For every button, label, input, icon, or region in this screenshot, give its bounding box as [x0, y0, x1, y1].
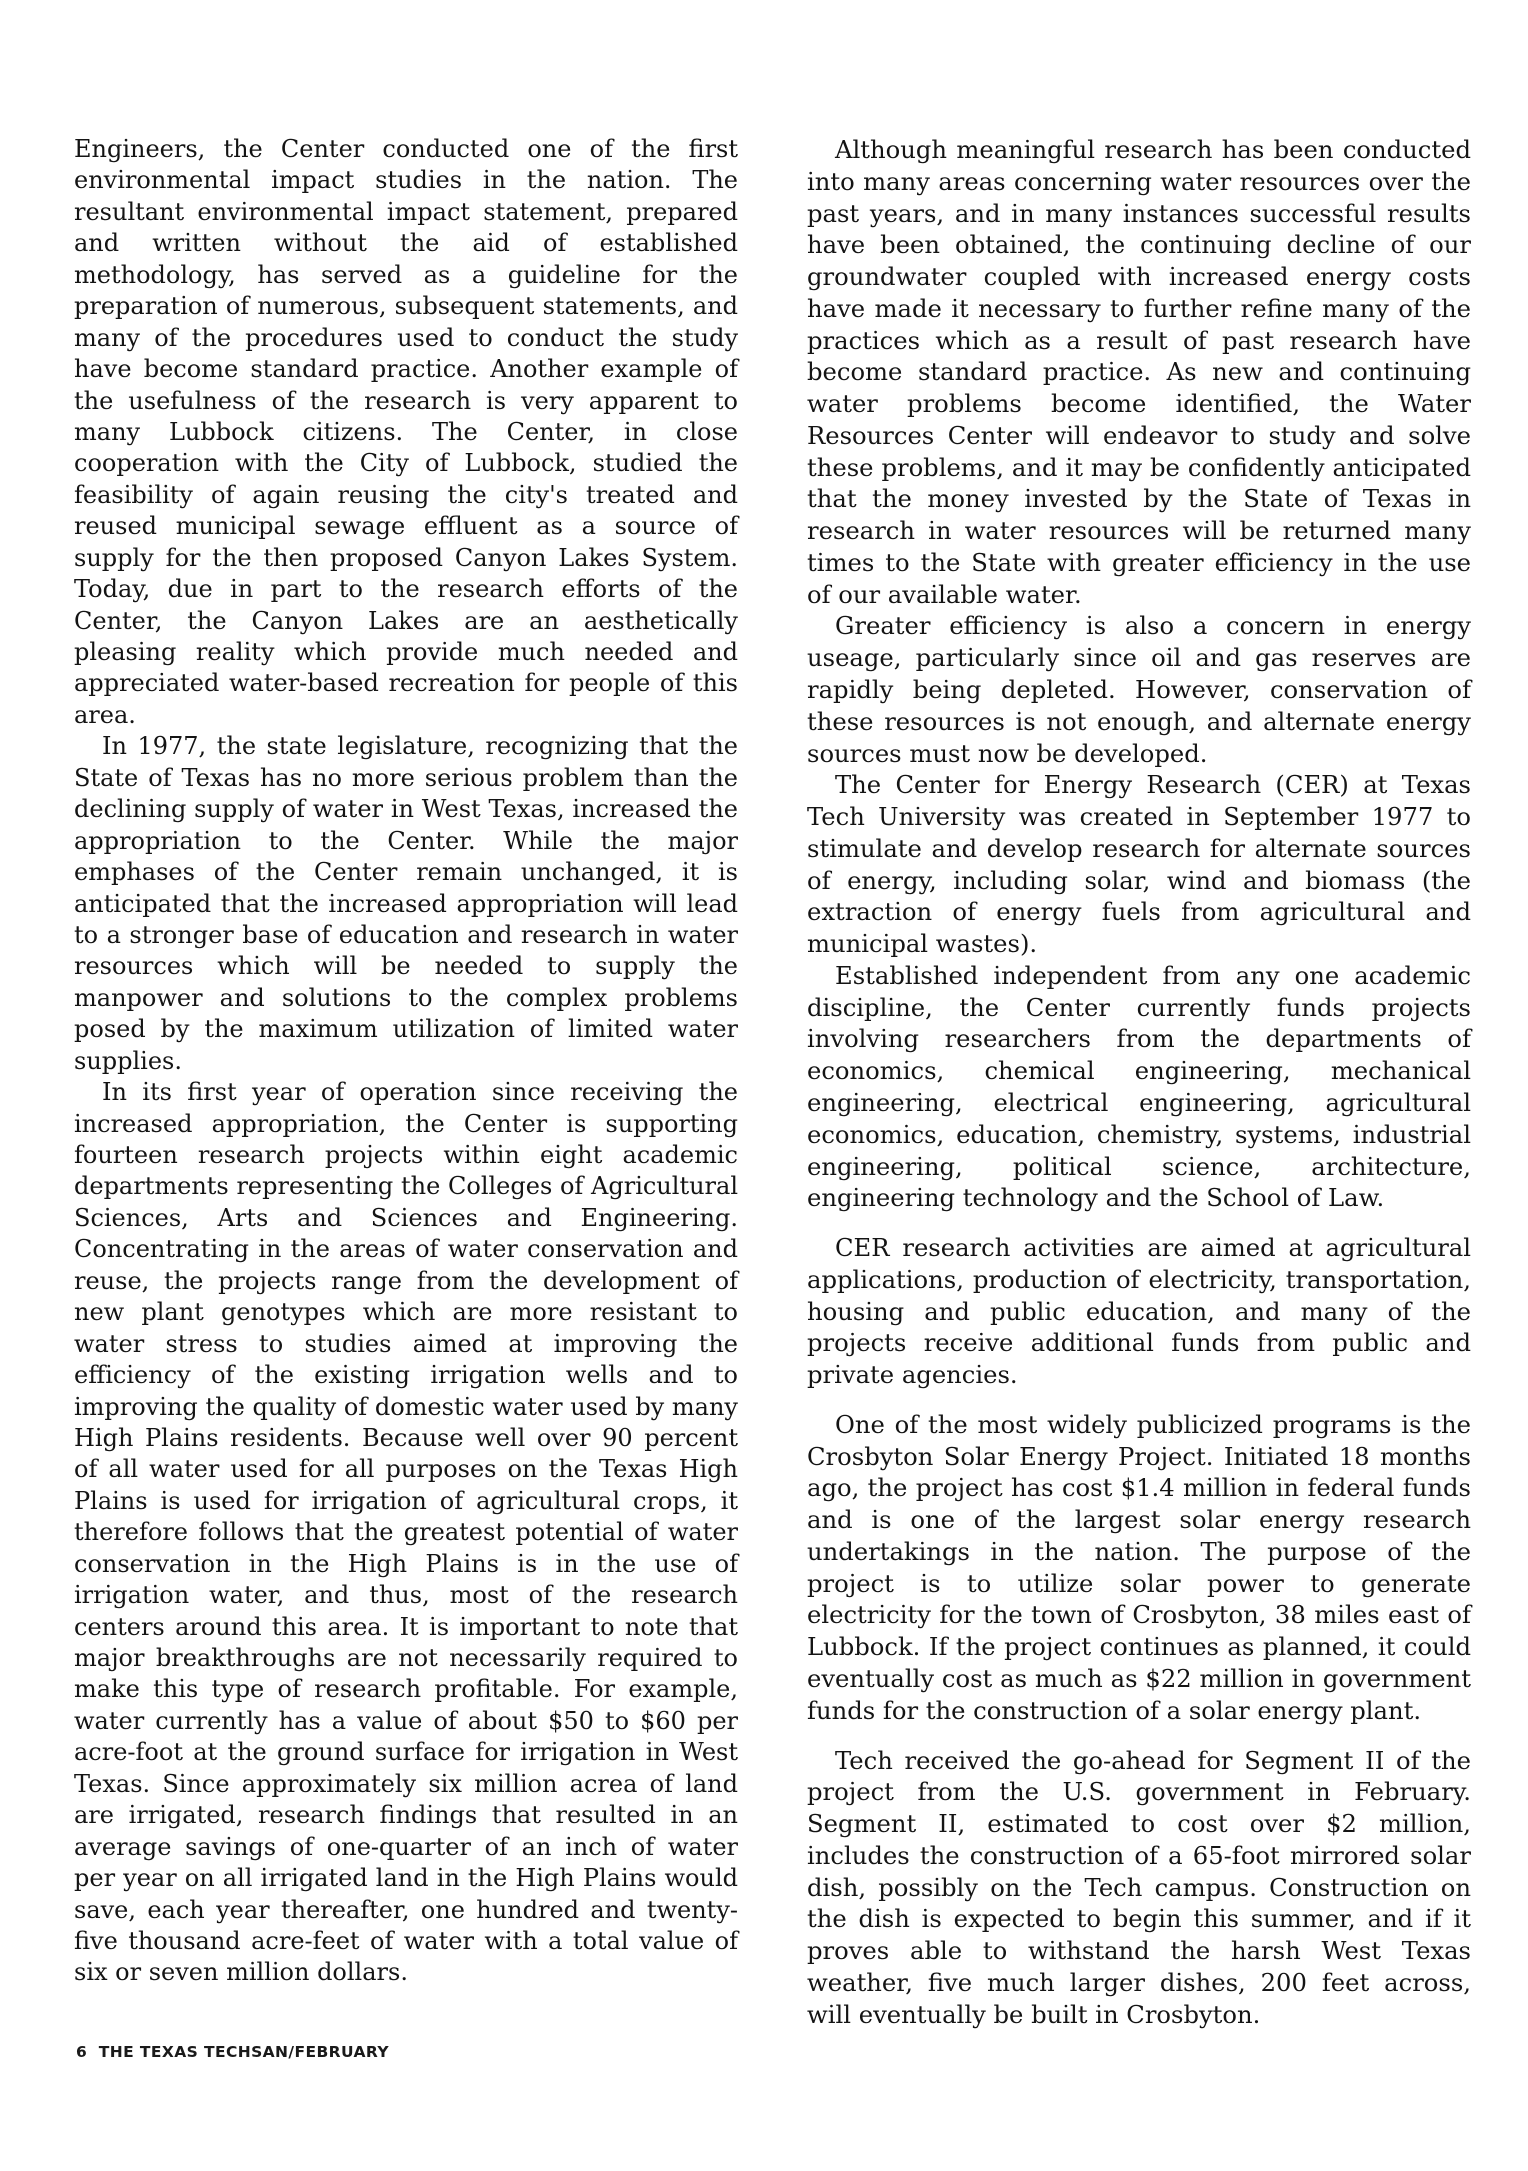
paragraph: Although meaningful research has been conducted into many areas concerning water resources over the past years, and in many instances successful results have been obtained, the continuing decline of our groundwater coupled with increased energy costs have made it necessary to further refine many of the practices which as a result of past research have become standard practice. As new and continuing water problems become identified, the Water Resources Center will endeavor to study and solve these problems, and it may be confidently anticipated that the money invested by the State of Texas in research in water resources will be returned many times to the State with greater efficiency in the use of our available water.	[807, 135, 1471, 609]
right-column	[807, 134, 1471, 2030]
page-number: 6	[76, 2043, 88, 2061]
paragraph: Engineers, the Center conducted one of the first environmental impact studies in the nation. The resultant environmental impact statement, prepared and written without the aid of established methodology, has served as a guideline for the preparation of numerous, subsequent statements, and many of the procedures used to conduct the study have become standard practice. Another example of the usefulness of the research is very apparent to many Lubbock citizens. The Center, in close cooperation with the City of Lubbock, studied the feasibility of again reusing the city's treated and reused municipal sewage effluent as a source of supply for the then proposed Canyon Lakes System. Today, due in part to the research efforts of the Center, the Canyon Lakes are an aesthetically pleasing reality which provide much needed and appreciated water-based recreation for people of this area.	[74, 135, 738, 729]
paragraph: In 1977, the state legislature, recognizing that the State of Texas has no more serious problem than the declining supply of water in West Texas, increased the appropriation to the Center. While the major emphases of the Center remain unchanged, it is anticipated that the increased appropriation will lead to a stronger base of education and research in water resources which will be needed to supply the manpower and solutions to the complex problems posed by the maximum utilization of limited water supplies.	[74, 732, 738, 1075]
paragraph: Greater efficiency is also a concern in energy useage, particularly since oil and gas reserves are rapidly being depleted. However, conservation of these resources is not enough, and alternate energy sources must now be developed.	[807, 611, 1471, 768]
paragraph: One of the most widely publicized programs is the Crosbyton Solar Energy Project. Initiated 18 months ago, the project has cost $1.4 million in federal funds and is one of the largest solar energy research undertakings in the nation. The purpose of the project is to utilize solar power to generate electricity for the town of Crosbyton, 38 miles east of Lubbock. If the project continues as planned, it could eventually cost as much as $22 million in government funds for the construction of a solar energy plant.	[807, 1409, 1471, 1725]
page-footer	[76, 2043, 389, 2061]
paragraph: The Center for Energy Research (CER) at Texas Tech University was created in September 1977 to stimulate and develop research for alternate sources of energy, including solar, wind and biomass (the extraction of energy fuels from agricultural and municipal wastes).	[807, 770, 1471, 959]
paragraph: CER research activities are aimed at agricultural applications, production of electricity, transportation, housing and public education, and many of the projects receive additional funds from public and private agencies.	[807, 1233, 1471, 1390]
paragraph: Tech received the go-ahead for Segment II of the project from the U.S. government in February. Segment II, estimated to cost over $2 million, includes the construction of a 65-foot mirrored solar dish, possibly on the Tech campus. Construction on the dish is expected to begin this summer, and if it proves able to withstand the harsh West Texas weather, five much larger dishes, 200 feet across, will eventually be built in Crosbyton.	[807, 1745, 1471, 2029]
publication-name: THE TEXAS TECHSAN/FEBRUARY	[98, 2043, 390, 2061]
left-column	[74, 134, 738, 1989]
paragraph: In its first year of operation since receiving the increased appropriation, the Center is supporting fourteen research projects within eight academic departments representing the Colleges of Agricultural Sciences, Arts and Sciences and Engineering. Concentrating in the areas of water conservation and reuse, the projects range from the development of new plant genotypes which are more resistant to water stress to studies aimed at improving the efficiency of the existing irrigation wells and to improving the quality of domestic water used by many High Plains residents. Because well over 90 percent of all water used for all purposes on the Texas High Plains is used for irrigation of agricultural crops, it therefore follows that the greatest potential of water conservation in the High Plains is in the use of irrigation water, and thus, most of the research centers around this area. It is important to note that major breakthroughs are not necessarily required to make this type of research profitable. For example, water currently has a value of about $50 to $60 per acre-foot at the ground surface for irrigation in West Texas. Since approximately six million acrea of land are irrigated, research findings that resulted in an average savings of one-quarter of an inch of water per year on all irrigated land in the High Plains would save, each year thereafter, one hundred and twenty-five thousand acre-feet of water with a total value of six or seven million dollars.	[74, 1078, 738, 1987]
paragraph: Established independent from any one academic discipline, the Center currently funds projects involving researchers from the departments of economics, chemical engineering, mechanical engineering, electrical engineering, agricultural economics, education, chemistry, systems, industrial engineering, political science, architecture, engineering technology and the School of Law.	[807, 960, 1471, 1213]
